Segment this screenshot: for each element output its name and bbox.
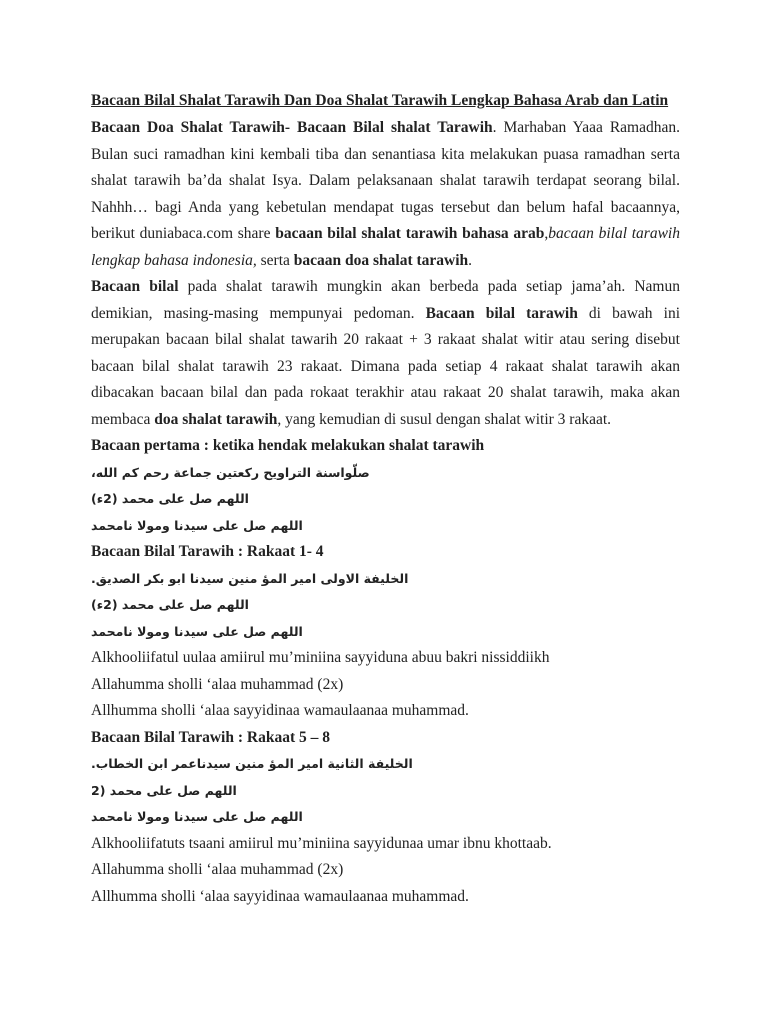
latin-line: Allahumma sholli ‘alaa muhammad (2x) (91, 675, 344, 693)
second-paragraph (91, 274, 680, 433)
arabic-line: اللهم صل على محمد (2ء) (91, 597, 249, 612)
arabic-line: الخليفة الاولى امير المؤ منين سيدنا ابو بكر الصديق. (91, 570, 409, 586)
arabic-line: اللهم صل على محمد (2ء) (91, 491, 249, 506)
intro-bold-3: bacaan doa shalat tarawih (293, 251, 469, 269)
intro-paragraph (91, 115, 680, 274)
intro-text-2: , (544, 225, 549, 242)
latin-line: Allhumma sholli ‘alaa sayyidinaa wamaulaanaa muhammad. (91, 702, 469, 719)
arabic-line: اللهم صل على سيدنا ومولا نامحمد (91, 623, 303, 639)
arabic-line: اللهم صل على محمد (2 (91, 782, 237, 798)
intro-text-4: . (468, 251, 473, 269)
intro-text-1: . Marhaban Yaaa Ramadhan. Bulan suci ramadhan kini kembali tiba dan senantiasa kita melakukan puasa ramadhan serta shalat tarawih ba’da shalat Isya. Dalam pelaksanaan shalat tarawih terdapat seorang bilal. Nahhh… bagi Anda yang kebetulan mendapat tugas tersebut dan belum hafal bacaannya, berikut duniabaca.com share (91, 119, 680, 242)
latin-line: Allhumma sholli ‘alaa sayyidinaa wamaulaanaa muhammad. (91, 887, 469, 905)
para2-bold-1: Bacaan bilal (91, 278, 179, 295)
arabic-line: الخليفة الثانية امير المؤ منين سيدناعمر ابن الخطاب. (91, 756, 413, 771)
intro-italic-1: bacaan bilal tarawih lengkap bahasa indonesia, (91, 225, 680, 269)
document-title: Bacaan Bilal Shalat Tarawih Dan Doa Shalat Tarawih Lengkap Bahasa Arab dan Latin (91, 92, 669, 109)
para2-bold-3: doa shalat tarawih (154, 410, 278, 428)
arabic-line: اللهم صل على سيدنا ومولا نامحمد (91, 517, 303, 533)
intro-bold-2: bacaan bilal shalat tarawih bahasa arab (275, 225, 545, 242)
intro-text-3: serta (256, 251, 294, 269)
section-heading-rakaat-1-4: Bacaan Bilal Tarawih : Rakaat 1- 4 (91, 543, 324, 560)
intro-bold-1: Bacaan Doa Shalat Tarawih- Bacaan Bilal shalat Tarawih (91, 119, 493, 136)
latin-line: Alkhooliifatul uulaa amiirul mu’miniina sayyiduna abuu bakri nissiddiikh (91, 649, 550, 666)
latin-line: Alkhooliifatuts tsaani amiirul mu’miniina sayyidunaa umar ibnu khottaab. (91, 834, 552, 852)
para2-text-2: di bawah ini merupakan bacaan bilal shalat tawarih 20 rakaat + 3 rakaat shalat witir atau sering disebut bacaan bilal shalat tarawih 23 rakaat. Dimana pada setiap 4 rakaat shalat tarawih akan dibacakan bacaan bilal dan pada rokaat terakhir atau rakaat 20 shalat tarawih, maka akan membaca (91, 304, 680, 428)
arabic-line: اللهم صل على سيدنا ومولا نامحمد (91, 809, 303, 824)
para2-bold-2: Bacaan bilal tarawih (425, 304, 578, 322)
section-heading-first-reading: Bacaan pertama : ketika hendak melakukan shalat tarawih (91, 437, 485, 454)
para2-text-3: , yang kemudian di susul dengan shalat witir 3 rakaat. (277, 410, 612, 428)
para2-text-1: pada shalat tarawih mungkin akan berbeda pada setiap jama’ah. Namun demikian, masing-masing mempunyai pedoman. (91, 278, 680, 322)
arabic-line: صلّواسنة التراويح ركعتين جماعة رحم كم الله، (91, 464, 370, 480)
section-heading-rakaat-5-8: Bacaan Bilal Tarawih : Rakaat 5 – 8 (91, 728, 330, 746)
latin-line: Allahumma sholli ‘alaa muhammad (2x) (91, 861, 344, 878)
